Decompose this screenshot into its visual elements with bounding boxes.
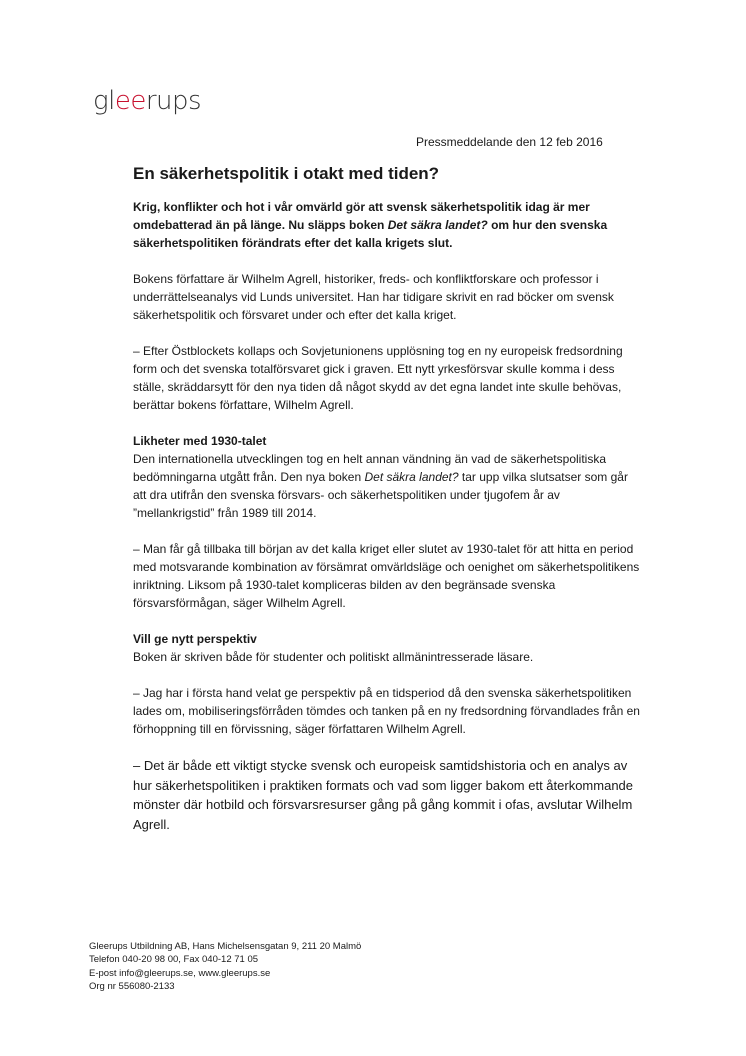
press-release-date: Pressmeddelande den 12 feb 2016	[416, 135, 603, 149]
paragraph-author: Bokens författare är Wilhelm Agrell, historiker, freds- och konfliktforskare och professor i underrättelseanalys vid Lunds universitet. Han har tidigare skrivit en rad böcker om svensk säkerhetspolitik och försvaret under och efter det kalla kriget.	[133, 272, 614, 322]
logo-part-3: rups	[145, 86, 202, 116]
gleerups-logo	[93, 86, 201, 116]
p3-book-title: Det säkra landet?	[364, 470, 459, 484]
lead-paragraph	[133, 198, 643, 252]
article-headline: En säkerhetspolitik i otakt med tiden?	[133, 164, 440, 183]
logo-part-1: gl	[93, 86, 115, 116]
p3-text-2: tar upp vilka slutsatser som går att dra utifrån den svenska försvars- och säkerhetspolitiken under tjugofem år av ”mellankrigstid” från 1989 till 2014.	[133, 470, 628, 520]
logo-accent: ee	[114, 86, 146, 116]
paragraph-audience: Boken är skriven både för studenter och politiskt allmänintresserade läsare.	[133, 650, 534, 664]
footer-contact: E-post info@gleerups.se, www.gleerups.se	[89, 967, 271, 979]
lead-book-title: Det säkra landet?	[387, 218, 488, 232]
paragraph-quote-3: – Jag har i första hand velat ge perspektiv på en tidsperiod då den svenska säkerhetspolitiken lades om, mobiliseringsförråden tömdes och tanken på en ny fredsordning förvandlades från en förhoppning till en förvissning, säger författaren Wilhelm Agrell.	[133, 686, 640, 736]
paragraph-quote-1: – Efter Östblockets kollaps och Sovjetunionens upplösning tog en ny europeisk fredsordning form och det svenska totalförsvaret gick i graven. Ett nytt yrkesförsvar skulle komma i dess ställe, skräddarsytt för den nya tiden då något skydd av det egna landet inte skulle behövas, berättar bokens författare, Wilhelm Agrell.	[133, 344, 623, 412]
p3-text-1: Den internationella utvecklingen tog en helt annan vändning än vad de säkerhetspolitiska bedömningarna utgått från. Den nya boken	[133, 452, 606, 484]
footer-phone: Telefon 040-20 98 00, Fax 040-12 71 05	[89, 954, 259, 966]
paragraph-quote-2: – Man får gå tillbaka till början av det kalla kriget eller slutet av 1930-talet för att hitta en period med motsvarande kombination av försämrat omvärldsläge och oenighet om säkerhetspolitikens inriktning. Liksom på 1930-talet kompliceras bilden av den begränsade svenska försvarsförmågan, säger Wilhelm Agrell.	[133, 542, 640, 610]
article-body	[133, 164, 643, 852]
section-heading-1930: Likheter med 1930-talet	[133, 434, 267, 448]
paragraph-quote-4: – Det är både ett viktigt stycke svensk och europeisk samtidshistoria och en analys av hur säkerhetspolitiken i praktiken formats och vad som ligger bakom ett återkommande mönster där hotbild och försvarsresurser gång på gång kommit i ofas, avslutar Wilhelm Agrell.	[133, 758, 634, 832]
footer-org-number: Org nr 556080-2133	[89, 980, 175, 992]
paragraph-development	[133, 450, 643, 522]
lead-text-1: Krig, konflikter och hot i vår omvärld gör att svensk säkerhetspolitik idag är mer omdebatterad än på länge. Nu släpps boken	[133, 200, 590, 232]
footer-address: Gleerups Utbildning AB, Hans Michelsensgatan 9, 211 20 Malmö	[89, 941, 362, 952]
company-footer	[89, 940, 361, 993]
lead-text-2: om hur den svenska säkerhetspolitiken förändrats efter det kalla krigets slut.	[133, 218, 608, 250]
section-heading-perspective: Vill ge nytt perspektiv	[133, 632, 257, 646]
